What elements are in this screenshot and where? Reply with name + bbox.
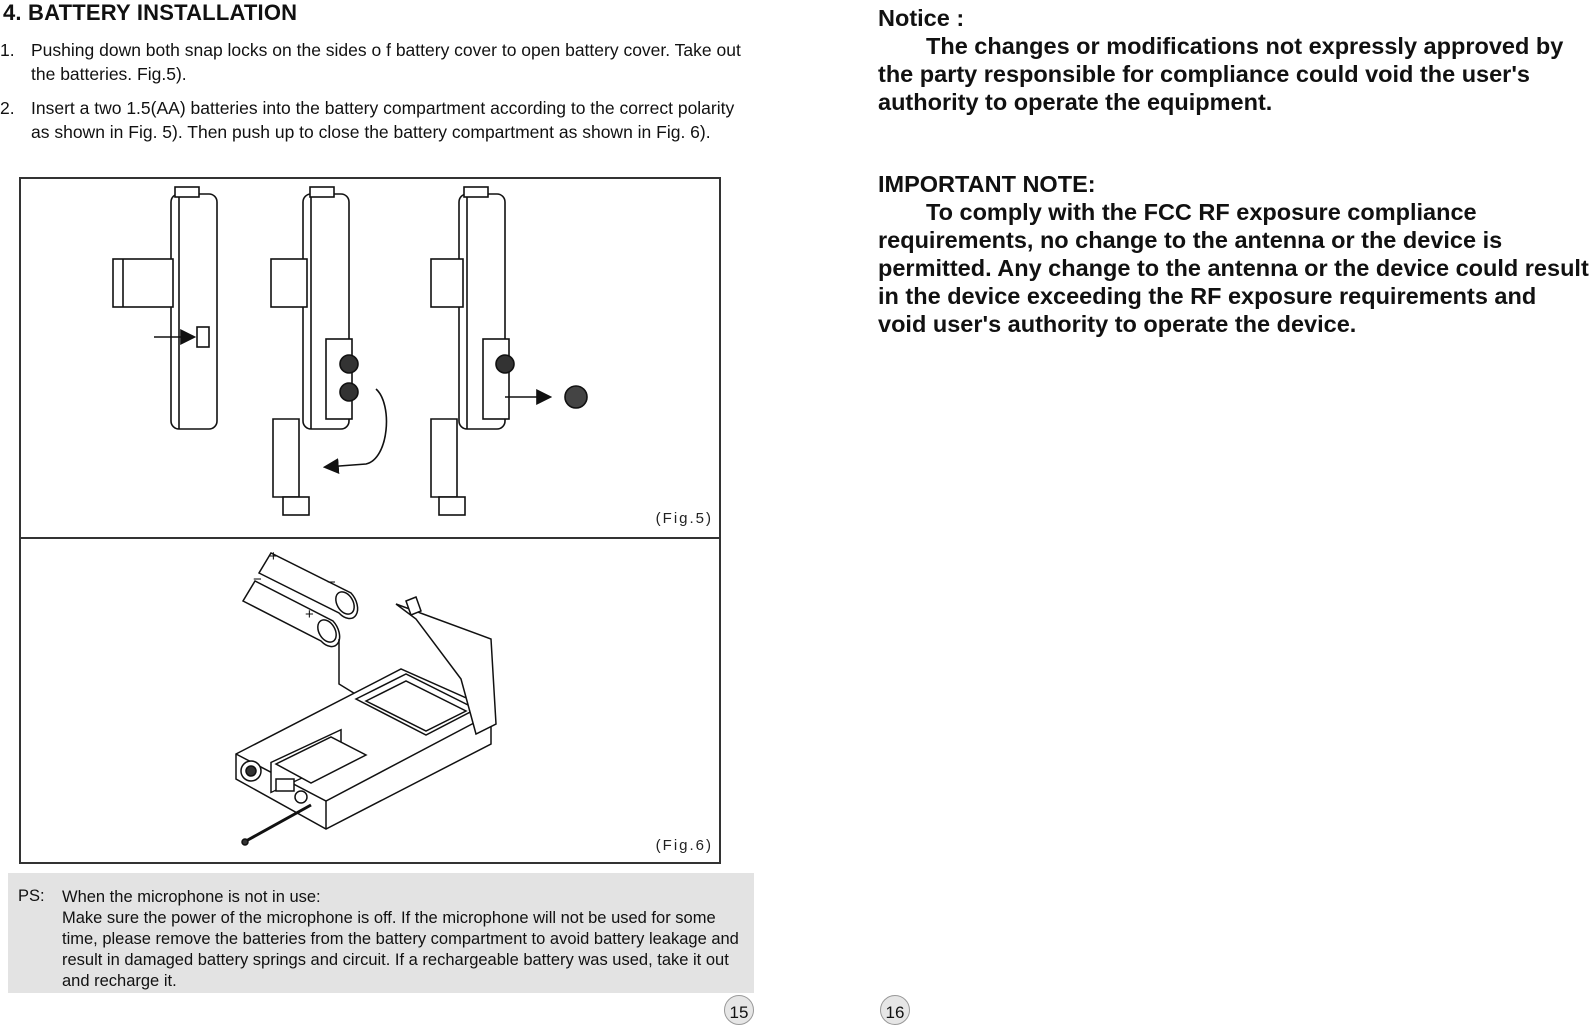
step-2 <box>0 96 750 170</box>
ps-note-text <box>62 887 752 992</box>
battery-bottom-plus-label: + <box>305 606 314 623</box>
ps-body: Make sure the power of the microphone is off. If the microphone will not be used for some time, please remove the batteries from the battery compartment to avoid battery leakage and result in damaged battery springs and circuit. If a rechargeable battery was used, take it out and recharge it. <box>62 909 739 990</box>
page-number-right: 16 <box>880 995 910 1025</box>
battery-top-plus-label: + <box>269 548 278 565</box>
figure-5-label: (Fig.5) <box>655 510 713 527</box>
figure-5-panel <box>19 177 721 539</box>
page-number-left: 15 <box>724 995 754 1025</box>
important-note-paragraph <box>878 198 1590 338</box>
battery-bottom-minus-label: − <box>253 571 262 588</box>
step-1-text: Pushing down both snap locks on the sides o f battery cover to open battery cover. Take out the batteries. Fig.5). <box>31 40 741 84</box>
ps-label: PS: <box>18 887 45 905</box>
figure-6-panel <box>19 537 721 864</box>
ps-heading: When the microphone is not in use: <box>62 888 321 906</box>
section-heading: 4. BATTERY INSTALLATION <box>3 0 298 25</box>
important-note-title: IMPORTANT NOTE: <box>878 171 1096 197</box>
notice-title: Notice : <box>878 5 965 31</box>
step-2-number: 2. <box>0 98 15 118</box>
important-note-body: To comply with the FCC RF exposure compliance requirements, no change to the antenna or the device is permitted. Any change to the antenna or the device could result in the device exceeding the RF exposure requirements and void user's authority to operate the device. <box>878 199 1589 337</box>
step-2-text: Insert a two 1.5(AA) batteries into the battery compartment according to the correct polarity as shown in Fig. 5). Then push up to close the battery compartment as shown in Fig. 6). <box>31 98 735 142</box>
figure-5-illustration <box>21 179 719 537</box>
battery-top-minus-label: − <box>327 574 336 591</box>
step-1 <box>0 38 750 88</box>
figure-6-illustration <box>21 539 719 862</box>
step-1-number: 1. <box>0 40 15 60</box>
figure-6-label: (Fig.6) <box>655 837 713 854</box>
notice-body: The changes or modifications not expressly approved by the party responsible for compliance could void the user's authority to operate the equipment. <box>878 33 1564 115</box>
ps-note-box <box>8 873 754 993</box>
notice-paragraph <box>878 32 1590 116</box>
